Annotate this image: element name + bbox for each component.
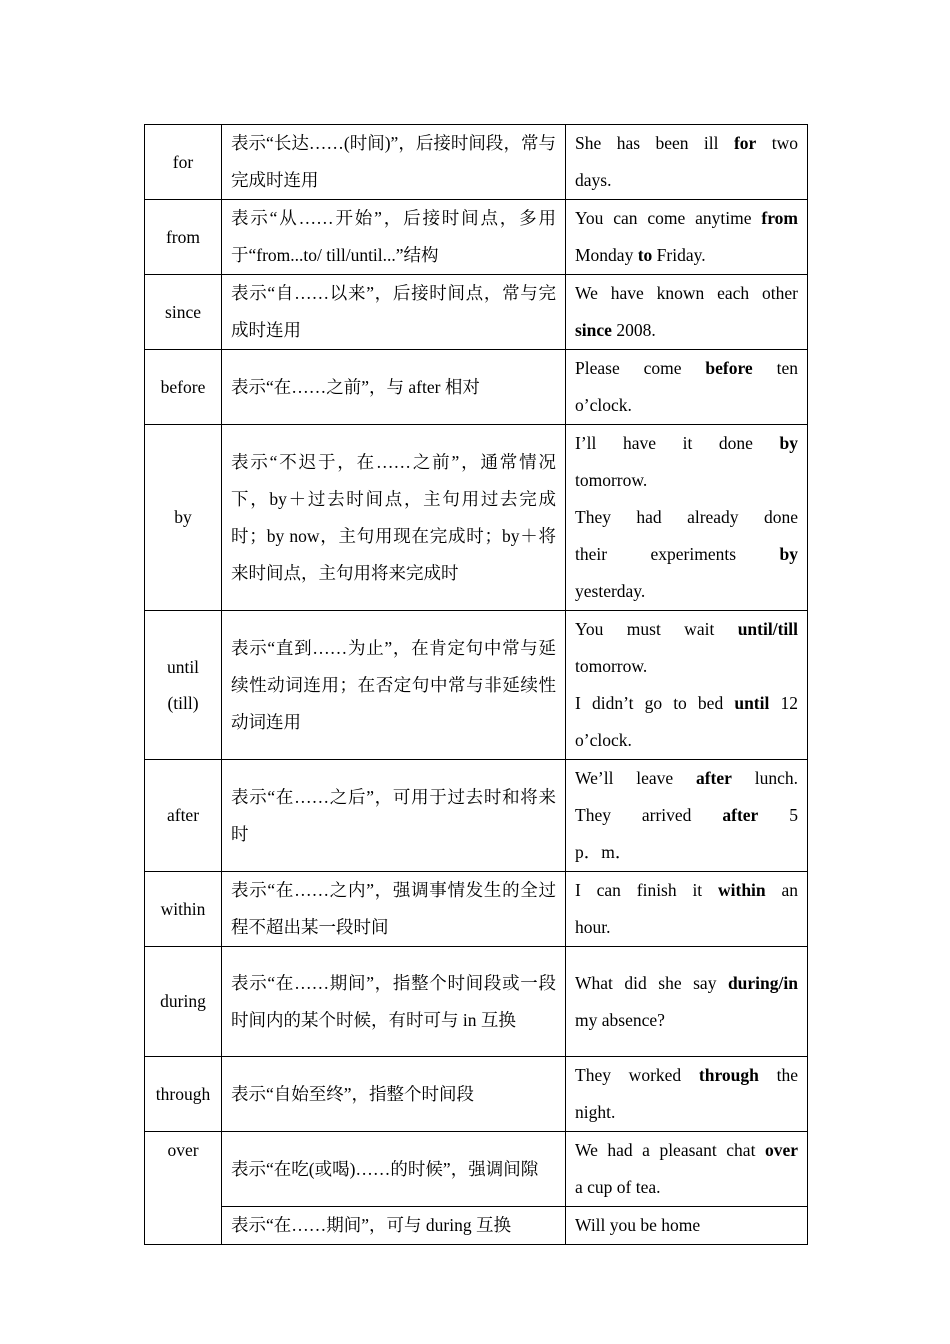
example-text: an bbox=[765, 880, 798, 900]
example-line bbox=[575, 648, 798, 685]
example-text: tomorrow. bbox=[575, 656, 648, 676]
keyword-bold: until/till bbox=[737, 619, 798, 639]
example-line bbox=[575, 1132, 798, 1169]
usage-description: 表示“自……以来”，后接时间点，常与完成时连用 bbox=[222, 275, 566, 350]
example-text: their experiments bbox=[575, 544, 780, 564]
usage-description: 表示“长达……(时间)”，后接时间段，常与完成时连用 bbox=[222, 125, 566, 200]
table-row bbox=[145, 947, 808, 1057]
usage-description: 表示“在……之内”，强调事情发生的全过程不超出某一段时间 bbox=[222, 872, 566, 947]
preposition-cell: for bbox=[145, 125, 222, 200]
table-body bbox=[145, 125, 808, 1245]
table-row bbox=[145, 611, 808, 760]
example-line bbox=[575, 312, 798, 349]
example-text: They worked bbox=[575, 1065, 699, 1085]
example-text: hour. bbox=[575, 917, 611, 937]
example-text: I didn’t go to bed bbox=[575, 693, 735, 713]
example-line bbox=[575, 834, 798, 871]
example-line bbox=[575, 125, 798, 162]
example-line bbox=[575, 275, 798, 312]
preposition-cell: during bbox=[145, 947, 222, 1057]
example-text: I’ll have it done bbox=[575, 433, 780, 453]
example-text: tomorrow. bbox=[575, 470, 648, 490]
keyword-bold: from bbox=[761, 208, 798, 228]
example-sentence bbox=[566, 1207, 808, 1245]
table-row bbox=[145, 125, 808, 200]
example-text: Monday bbox=[575, 245, 638, 265]
example-sentence bbox=[566, 350, 808, 425]
example-text: You must wait bbox=[575, 619, 738, 639]
example-text: We had a pleasant chat bbox=[575, 1140, 765, 1160]
example-sentence bbox=[566, 1132, 808, 1207]
example-text: 12 bbox=[769, 693, 799, 713]
example-line bbox=[575, 965, 798, 1002]
keyword-bold: within bbox=[718, 880, 766, 900]
example-sentence bbox=[566, 275, 808, 350]
example-sentence bbox=[566, 200, 808, 275]
example-text: She has been ill bbox=[575, 133, 734, 153]
example-line bbox=[575, 1057, 798, 1094]
usage-description: 表示“从……开始”，后接时间点，多用于“from...to/ till/until...”结构 bbox=[222, 200, 566, 275]
table-row bbox=[145, 425, 808, 611]
usage-description: 表示“在……期间”，指整个时间段或一段时间内的某个时候，有时可与 in 互换 bbox=[222, 947, 566, 1057]
example-line bbox=[575, 387, 798, 424]
keyword-bold: after bbox=[722, 805, 759, 825]
example-line bbox=[575, 573, 798, 610]
table-row bbox=[145, 1057, 808, 1132]
example-text: They had already done bbox=[575, 507, 798, 527]
table-row bbox=[145, 200, 808, 275]
example-line bbox=[575, 536, 798, 573]
example-text: You can come anytime bbox=[575, 208, 762, 228]
usage-description: 表示“直到……为止”，在肯定句中常与延续性动词连用；在否定句中常与非延续性动词连用 bbox=[222, 611, 566, 760]
keyword-bold: until bbox=[734, 693, 770, 713]
example-line bbox=[575, 200, 798, 237]
example-line bbox=[575, 1169, 798, 1206]
example-text: I can finish it bbox=[575, 880, 718, 900]
example-text: We have known each other bbox=[575, 283, 798, 303]
example-line bbox=[575, 1002, 798, 1039]
example-line bbox=[575, 722, 798, 759]
preposition-table bbox=[144, 124, 808, 1245]
preposition-cell: since bbox=[145, 275, 222, 350]
example-line bbox=[575, 685, 798, 722]
usage-description: 表示“不迟于，在……之前”，通常情况下，by＋过去时间点，主句用过去完成时；by now，主句用现在完成时；by＋将来时间点，主句用将来完成时 bbox=[222, 425, 566, 611]
usage-description: 表示“自始至终”，指整个时间段 bbox=[222, 1057, 566, 1132]
table-row bbox=[145, 1132, 808, 1207]
example-text: p．m． bbox=[575, 842, 633, 862]
example-sentence bbox=[566, 425, 808, 611]
example-line bbox=[575, 909, 798, 946]
keyword-bold: to bbox=[637, 245, 653, 265]
table-row bbox=[145, 760, 808, 872]
example-text: 2008. bbox=[611, 320, 656, 340]
usage-description: 表示“在吃(或喝)……的时候”，强调间隙 bbox=[222, 1132, 566, 1207]
example-text: Will you be home bbox=[575, 1215, 701, 1235]
example-line bbox=[575, 797, 798, 834]
table-row bbox=[145, 872, 808, 947]
example-text: o’clock. bbox=[575, 395, 632, 415]
keyword-bold: through bbox=[698, 1065, 759, 1085]
example-text: Please come bbox=[575, 358, 706, 378]
example-line bbox=[575, 350, 798, 387]
example-text: Friday. bbox=[652, 245, 706, 265]
preposition-cell: by bbox=[145, 425, 222, 611]
example-text: ten bbox=[752, 358, 798, 378]
preposition-cell: through bbox=[145, 1057, 222, 1132]
table-row bbox=[145, 1207, 808, 1245]
keyword-bold: for bbox=[733, 133, 757, 153]
example-sentence bbox=[566, 872, 808, 947]
example-sentence bbox=[566, 125, 808, 200]
keyword-bold: after bbox=[695, 768, 732, 788]
keyword-bold: during/in bbox=[727, 972, 798, 993]
example-text: 5 bbox=[758, 805, 799, 825]
keyword-bold: before bbox=[705, 358, 753, 378]
example-line bbox=[575, 425, 798, 462]
keyword-bold: by bbox=[779, 433, 798, 453]
example-sentence bbox=[566, 611, 808, 760]
usage-description: 表示“在……之后”，可用于过去时和将来时 bbox=[222, 760, 566, 872]
example-line bbox=[575, 872, 798, 909]
example-line bbox=[575, 1207, 798, 1244]
table-row bbox=[145, 275, 808, 350]
example-text: We’ll leave bbox=[575, 768, 696, 788]
keyword-bold: since bbox=[575, 320, 612, 340]
example-sentence bbox=[566, 947, 808, 1057]
example-line bbox=[575, 162, 798, 199]
example-text: o’clock. bbox=[575, 730, 632, 750]
example-text: the bbox=[758, 1065, 798, 1085]
example-text: They arrived bbox=[575, 805, 723, 825]
example-text: days. bbox=[575, 170, 612, 190]
usage-description: 表示“在……期间”，可与 during 互换 bbox=[222, 1207, 566, 1245]
usage-description: 表示“在……之前”，与 after 相对 bbox=[222, 350, 566, 425]
example-text: my absence? bbox=[575, 1009, 665, 1030]
table-row bbox=[145, 350, 808, 425]
example-sentence bbox=[566, 760, 808, 872]
preposition-cell: over bbox=[145, 1132, 222, 1245]
keyword-bold: over bbox=[764, 1140, 798, 1160]
preposition-cell: until (till) bbox=[145, 611, 222, 760]
example-text: yesterday. bbox=[575, 581, 646, 601]
example-line bbox=[575, 462, 798, 499]
example-line bbox=[575, 1094, 798, 1131]
preposition-cell: after bbox=[145, 760, 222, 872]
example-text: night. bbox=[575, 1102, 616, 1122]
example-line bbox=[575, 237, 798, 274]
example-line bbox=[575, 611, 798, 648]
example-text: a cup of tea. bbox=[575, 1177, 661, 1197]
preposition-cell: from bbox=[145, 200, 222, 275]
example-text: two bbox=[756, 133, 798, 153]
example-text: lunch. bbox=[731, 768, 798, 788]
example-text: What did she say bbox=[575, 972, 728, 993]
preposition-cell: within bbox=[145, 872, 222, 947]
keyword-bold: by bbox=[779, 544, 798, 564]
example-sentence bbox=[566, 1057, 808, 1132]
preposition-cell: before bbox=[145, 350, 222, 425]
example-line bbox=[575, 499, 798, 536]
example-line bbox=[575, 760, 798, 797]
